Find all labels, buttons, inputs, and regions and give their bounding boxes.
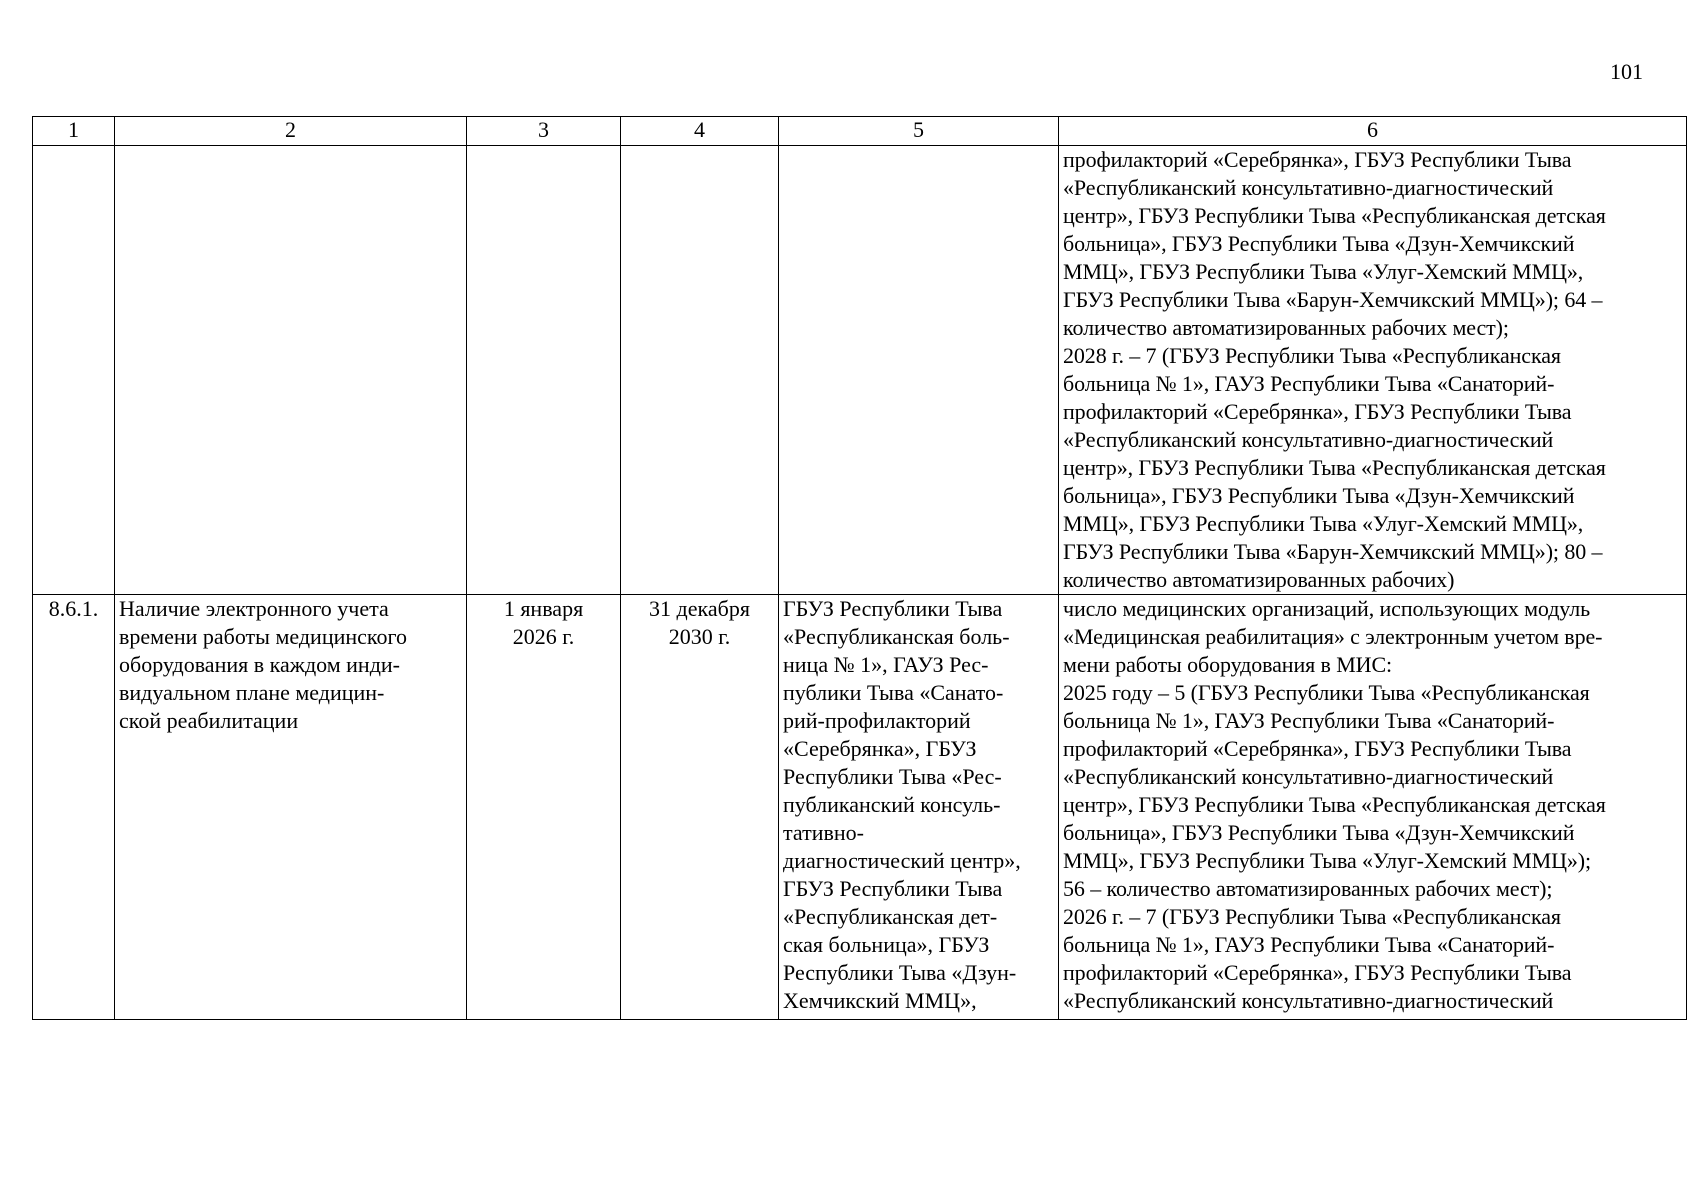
start-date-text	[471, 595, 616, 651]
text-line: ММЦ», ГБУЗ Республики Тыва «Улуг-Хемский ММЦ»);	[1063, 848, 1591, 873]
header-col-1: 1	[33, 117, 115, 146]
indicator-text	[1063, 595, 1682, 1015]
text-line: Наличие электронного учета	[119, 596, 389, 621]
text-line: 2026 г.	[512, 624, 575, 649]
cell-start-date	[467, 595, 621, 1020]
text-line: публиканский консуль-	[783, 792, 1001, 817]
text-line: «Республиканская дет-	[783, 904, 998, 929]
cell-empty	[115, 146, 467, 595]
text-line: «Республиканский консультативно-диагностический	[1063, 764, 1554, 789]
text-line: 2028 г. – 7 (ГБУЗ Республики Тыва «Республиканская	[1063, 343, 1561, 368]
text-line: профилакторий «Серебрянка», ГБУЗ Республики Тыва	[1063, 399, 1572, 424]
text-line: профилакторий «Серебрянка», ГБУЗ Республики Тыва	[1063, 147, 1572, 172]
cell-empty	[467, 146, 621, 595]
text-line: центр», ГБУЗ Республики Тыва «Республиканская детская	[1063, 455, 1606, 480]
text-line: профилакторий «Серебрянка», ГБУЗ Республики Тыва	[1063, 960, 1572, 985]
text-line: Республики Тыва «Рес-	[783, 764, 1002, 789]
text-line: мени работы оборудования в МИС:	[1063, 652, 1393, 677]
program-table	[32, 116, 1687, 1020]
table-row-8-6-1	[33, 595, 1687, 1020]
text-line: больница», ГБУЗ Республики Тыва «Дзун-Хемчикский	[1063, 231, 1575, 256]
text-line: 2026 г. – 7 (ГБУЗ Республики Тыва «Республиканская	[1063, 904, 1561, 929]
text-line: ГБУЗ Республики Тыва	[783, 876, 1003, 901]
page-number: 101	[1610, 59, 1643, 84]
header-col-2: 2	[115, 117, 467, 146]
text-line: времени работы медицинского	[119, 624, 407, 649]
text-line: профилакторий «Серебрянка», ГБУЗ Республики Тыва	[1063, 736, 1572, 761]
text-line: «Республиканский консультативно-диагностический	[1063, 175, 1554, 200]
responsible-text	[783, 595, 1054, 1015]
indicator-continuation-text	[1063, 146, 1682, 594]
text-line: 31 декабря	[649, 596, 750, 621]
text-line: ГБУЗ Республики Тыва «Барун-Хемчикский ММЦ»); 64 –	[1063, 287, 1603, 312]
text-line: Хемчикский ММЦ»,	[783, 988, 977, 1013]
text-line: публики Тыва «Санато-	[783, 680, 1004, 705]
text-line: рий-профилакторий	[783, 708, 971, 733]
text-line: «Республиканский консультативно-диагностический	[1063, 427, 1554, 452]
header-col-4: 4	[621, 117, 779, 146]
cell-empty	[33, 146, 115, 595]
text-line: число медицинских организаций, использующих модуль	[1063, 596, 1591, 621]
text-line: 56 – количество автоматизированных рабочих мест);	[1063, 876, 1553, 901]
text-line: «Республиканский консультативно-диагностический	[1063, 988, 1554, 1013]
text-line: больница № 1», ГАУЗ Республики Тыва «Санаторий-	[1063, 371, 1555, 396]
header-col-6: 6	[1059, 117, 1687, 146]
text-line: количество автоматизированных рабочих мест);	[1063, 315, 1509, 340]
text-line: оборудования в каждом инди-	[119, 652, 400, 677]
cell-empty	[779, 146, 1059, 595]
text-line: ница № 1», ГАУЗ Рес-	[783, 652, 989, 677]
text-line: больница», ГБУЗ Республики Тыва «Дзун-Хемчикский	[1063, 483, 1575, 508]
cell-indicator	[1059, 595, 1687, 1020]
text-line: 2025 году – 5 (ГБУЗ Республики Тыва «Республиканская	[1063, 680, 1590, 705]
text-line: ГБУЗ Республики Тыва	[783, 596, 1003, 621]
text-line: больница», ГБУЗ Республики Тыва «Дзун-Хемчикский	[1063, 820, 1575, 845]
text-line: «Серебрянка», ГБУЗ	[783, 736, 977, 761]
cell-measure-name	[115, 595, 467, 1020]
text-line: «Медицинская реабилитация» с электронным учетом вре-	[1063, 624, 1603, 649]
cell-end-date	[621, 595, 779, 1020]
text-line: 1 января	[503, 596, 584, 621]
text-line: Республики Тыва «Дзун-	[783, 960, 1017, 985]
cell-empty	[621, 146, 779, 595]
text-line: ской реабилитации	[119, 708, 299, 733]
text-line: «Республиканская боль-	[783, 624, 1010, 649]
text-line: ГБУЗ Республики Тыва «Барун-Хемчикский ММЦ»); 80 –	[1063, 539, 1603, 564]
table-header-row	[33, 117, 1687, 146]
text-line: 2030 г.	[668, 624, 731, 649]
cell-item-number: 8.6.1.	[33, 595, 115, 1020]
text-line: ММЦ», ГБУЗ Республики Тыва «Улуг-Хемский ММЦ»,	[1063, 511, 1584, 536]
text-line: больница № 1», ГАУЗ Республики Тыва «Санаторий-	[1063, 932, 1555, 957]
text-line: видуальном плане медицин-	[119, 680, 385, 705]
cell-responsible	[779, 595, 1059, 1020]
measure-name-text	[119, 595, 462, 735]
text-line: тативно-	[783, 820, 864, 845]
text-line: центр», ГБУЗ Республики Тыва «Республиканская детская	[1063, 792, 1606, 817]
text-line: больница № 1», ГАУЗ Республики Тыва «Санаторий-	[1063, 708, 1555, 733]
header-col-5: 5	[779, 117, 1059, 146]
text-line: центр», ГБУЗ Республики Тыва «Республиканская детская	[1063, 203, 1606, 228]
text-line: количество автоматизированных рабочих)	[1063, 567, 1455, 592]
header-col-3: 3	[467, 117, 621, 146]
text-line: ская больница», ГБУЗ	[783, 932, 990, 957]
text-line: ММЦ», ГБУЗ Республики Тыва «Улуг-Хемский ММЦ»,	[1063, 259, 1584, 284]
end-date-text	[625, 595, 774, 651]
cell-indicator-continuation	[1059, 146, 1687, 595]
text-line: диагностический центр»,	[783, 848, 1021, 873]
table-row-continuation	[33, 146, 1687, 595]
